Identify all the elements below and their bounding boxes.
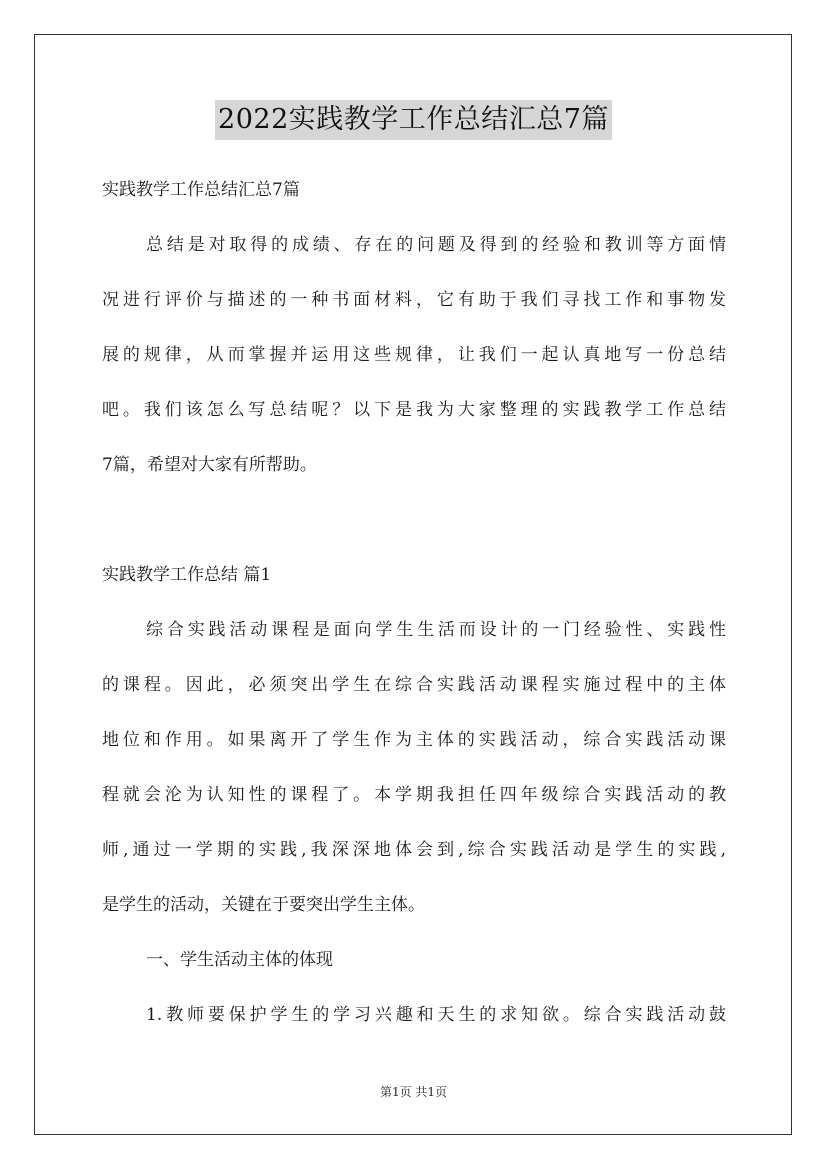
section-line: 地位和作用。如果离开了学生作为主体的实践活动，综合实践活动课: [102, 730, 726, 750]
document-subtitle: 实践教学工作总结汇总7篇: [102, 180, 300, 200]
intro-line: 吧。我们该怎么写总结呢？以下是我为大家整理的实践教学工作总结: [102, 400, 726, 420]
section-line: 师,通过一学期的实践,我深深地体会到,综合实践活动是学生的实践,: [102, 840, 726, 860]
document-title: 2022实践教学工作总结汇总7篇: [215, 100, 612, 140]
section-line: 的课程。因此，必须突出学生在综合实践活动课程实施过程中的主体: [102, 675, 726, 695]
point-line: 1.教师要保护学生的学习兴趣和天生的求知欲。综合实践活动鼓: [146, 1005, 726, 1025]
document-body: [102, 163, 726, 1043]
intro-line: 7篇，希望对大家有所帮助。: [102, 455, 317, 475]
subheading: 一、学生活动主体的体现: [146, 950, 333, 970]
section-line: 综合实践活动课程是面向学生生活而设计的一门经验性、实践性: [146, 620, 726, 640]
intro-line: 况进行评价与描述的一种书面材料，它有助于我们寻找工作和事物发: [102, 290, 726, 310]
section-line: 是学生的活动，关键在于要突出学生主体。: [102, 895, 425, 915]
section-line: 程就会沦为认知性的课程了。本学期我担任四年级综合实践活动的教: [102, 785, 726, 805]
page-footer: 第1页 共1页: [379, 1085, 448, 1099]
intro-line: 总结是对取得的成绩、存在的问题及得到的经验和教训等方面情: [146, 235, 726, 255]
intro-line: 展的规律，从而掌握并运用这些规律，让我们一起认真地写一份总结: [102, 345, 726, 365]
section-heading: 实践教学工作总结 篇1: [102, 565, 272, 585]
paragraph-gap: [102, 493, 726, 548]
document-title-wrapper: [0, 100, 827, 140]
